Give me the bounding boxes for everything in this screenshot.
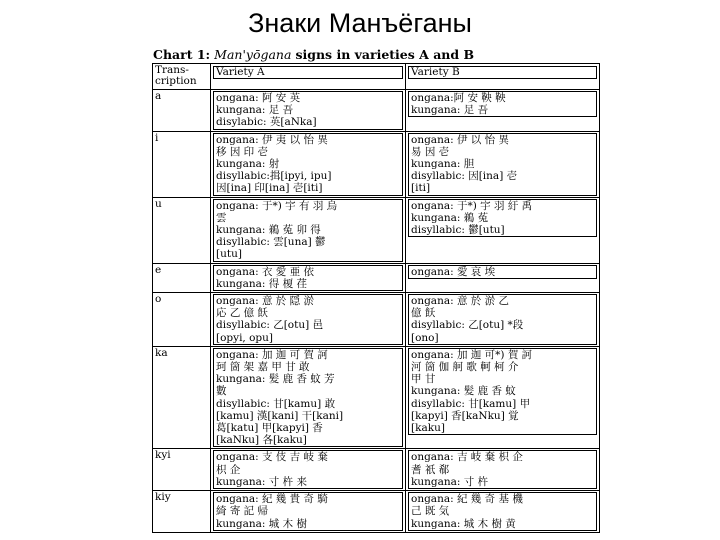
variety-a-line: disyllabic:揖[ipyi, ipu] (216, 170, 332, 183)
variety-a-cell (211, 197, 406, 263)
variety-b-line: 億 飫 (411, 307, 436, 320)
variety-a-line: ongana: 于*) 宇 有 羽 烏 (216, 199, 338, 212)
table-row (153, 346, 600, 449)
variety-a-cell (211, 491, 406, 533)
transcription-cell (153, 449, 211, 491)
transcription-cell (153, 263, 211, 292)
variety-b-line: kungana: 鵜 菟 (411, 211, 489, 224)
variety-b-cell (406, 293, 600, 347)
variety-b-line: ongana:阿 安 鞅 鞅 (411, 92, 506, 104)
variety-b-line: [kaku] (411, 422, 445, 435)
variety-b-line: kungana: 城 木 樹 黄 (411, 517, 516, 530)
transcription-cell (153, 293, 211, 347)
variety-b-line: disyllabic: 鬱[utu] (411, 224, 505, 237)
variety-b-cell (406, 90, 600, 132)
header-transcription-line: Trans- (155, 65, 189, 76)
variety-a-line: 雲 (216, 211, 227, 224)
variety-a-line: [kamu] 漢[kani] 干[kani] (216, 409, 344, 422)
transcription-label: ka (155, 346, 168, 359)
table-row (153, 491, 600, 533)
variety-b-line: ongana: 愛 哀 埃 (411, 265, 496, 278)
variety-a-line: 綺 寄 記 帰 (216, 505, 269, 518)
variety-b-line: ongana: 伊 以 怡 異 (411, 133, 509, 146)
variety-b-line: kungana: 胆 (411, 158, 475, 171)
table-row (153, 90, 600, 132)
transcription-label: u (155, 197, 162, 210)
header-variety-a (211, 64, 406, 90)
variety-a-line: 珂 箇 架 嘉 甲 甘 敢 (216, 361, 310, 374)
transcription-cell (153, 197, 211, 263)
variety-a-line: kungana: 足 吾 (216, 104, 294, 117)
transcription-label: i (155, 131, 159, 144)
transcription-label: a (155, 90, 162, 102)
header-transcription-line: cription (155, 75, 197, 87)
variety-a-line: kungana: 寸 杵 来 (216, 475, 307, 488)
variety-a-cell (211, 449, 406, 491)
variety-b-line: disyllabic: 甘[kamu] 甲 (411, 397, 531, 410)
header-transcription-label (155, 65, 208, 87)
transcription-cell (153, 131, 211, 197)
variety-b-line: ongana: 紀 幾 奇 基 機 (411, 493, 523, 506)
variety-a-line: 応 乙 億 飫 (216, 307, 269, 320)
variety-a-line: kungana: 得 榎 荏 (216, 277, 307, 290)
table-row (153, 293, 600, 347)
variety-a-line: [kaNku] 各[kaku] (216, 434, 307, 447)
variety-a-line: ongana: 加 迦 可 賀 訶 (216, 348, 328, 361)
variety-b-line: 甲 甘 (411, 373, 436, 386)
variety-a-cell (211, 131, 406, 197)
variety-b-line: kungana: 足 吾 (411, 104, 489, 117)
variety-b-line: kungana: 髪 鹿 香 蚊 (411, 385, 516, 398)
variety-b-cell (406, 346, 600, 449)
variety-a-line: kungana: 射 (216, 158, 280, 171)
caption-rest: signs in varieties A and B (295, 47, 475, 62)
table-body (153, 90, 600, 533)
variety-b-line: [ono] (411, 331, 439, 344)
variety-b-cell (406, 449, 600, 491)
variety-b-line: 己 既 気 (411, 505, 450, 518)
table-header-row (153, 64, 600, 90)
caption-label: Chart 1: (153, 47, 211, 62)
transcription-cell (153, 90, 211, 132)
variety-a-line: disyllabic: 乙[otu] 邑 (216, 319, 324, 332)
variety-a-line: ongana: 意 於 隠 淤 (216, 295, 314, 308)
variety-b-line: [iti] (411, 182, 431, 195)
transcription-cell (153, 491, 211, 533)
table-row (153, 131, 600, 197)
variety-a-line: 移 因 印 壱 (216, 145, 269, 158)
variety-b-cell (406, 263, 600, 292)
variety-a-line: disylabic: 英[aNka] (216, 116, 317, 129)
variety-a-line: [utu] (216, 248, 242, 261)
chart-caption (153, 47, 474, 62)
header-variety-b-label: Variety B (411, 67, 460, 78)
variety-a-line: ongana: 衣 愛 亜 依 (216, 265, 314, 278)
variety-a-line: 葛[katu] 甲[kapyi] 香 (216, 422, 323, 435)
man-yogana-table (152, 63, 600, 533)
table-row (153, 197, 600, 263)
header-transcription (153, 64, 211, 90)
variety-b-line: kungana: 寸 杵 (411, 475, 489, 488)
variety-b-line: disyllabic: 因[ina] 壱 (411, 170, 518, 183)
variety-a-line: 因[ina] 印[ina] 壱[iti] (216, 182, 323, 195)
variety-b-cell (406, 197, 600, 263)
variety-b-line: 耆 祇 郗 (411, 463, 450, 476)
variety-a-line: 枳 企 (216, 463, 241, 476)
caption-word: Man'yōgana (214, 47, 292, 62)
header-variety-b (406, 64, 600, 90)
transcription-label: kiy (155, 491, 171, 504)
variety-a-line: kungana: 城 木 樹 (216, 517, 307, 530)
transcription-label: e (155, 263, 162, 276)
variety-a-line: disyllabic: 雲[una] 鬱 (216, 236, 326, 249)
variety-a-line: disyllabic: 甘[kamu] 敢 (216, 397, 336, 410)
table-row (153, 263, 600, 292)
variety-b-line: ongana: 加 迦 可*) 賀 訶 (411, 348, 533, 361)
variety-a-line: ongana: 支 伎 吉 岐 棄 (216, 451, 328, 464)
variety-a-cell (211, 90, 406, 132)
variety-a-line: onganа: 阿 安 英 (216, 92, 301, 104)
variety-b-cell (406, 131, 600, 197)
variety-b-line: ongana: 吉 岐 棄 枳 企 (411, 451, 523, 464)
variety-a-cell (211, 263, 406, 292)
variety-a-line: kungana: 鵜 菟 卯 得 (216, 224, 321, 237)
variety-a-line: [opyi, opu] (216, 331, 274, 344)
variety-b-line: ongana: 意 於 淤 乙 (411, 295, 509, 308)
transcription-label: kyi (155, 449, 171, 462)
variety-b-cell (406, 491, 600, 533)
variety-b-line: [kapyi] 香[kaNku] 覚 (411, 409, 519, 422)
variety-a-cell (211, 293, 406, 347)
table-row (153, 449, 600, 491)
variety-b-line: disyllabic: 乙[otu] *段 (411, 319, 524, 332)
transcription-cell (153, 346, 211, 449)
variety-a-cell (211, 346, 406, 449)
variety-a-line: ongana: 紀 幾 貴 奇 騎 (216, 493, 328, 506)
variety-b-line: 易 因 壱 (411, 145, 450, 158)
variety-b-line: 河 箇 伽 舸 歌 軻 柯 介 (411, 361, 519, 374)
variety-a-line: kungana: 髪 鹿 香 蚊 芳 (216, 373, 335, 386)
variety-a-line: ongana: 伊 夷 以 怡 異 (216, 133, 328, 146)
transcription-label: o (155, 293, 162, 306)
header-variety-a-label: Variety A (216, 67, 265, 78)
slide-title: Знаки Манъёганы (248, 8, 472, 38)
variety-b-line: ongana: 于*) 宇 羽 紆 禹 (411, 199, 533, 212)
variety-a-line: 數 (216, 385, 227, 398)
